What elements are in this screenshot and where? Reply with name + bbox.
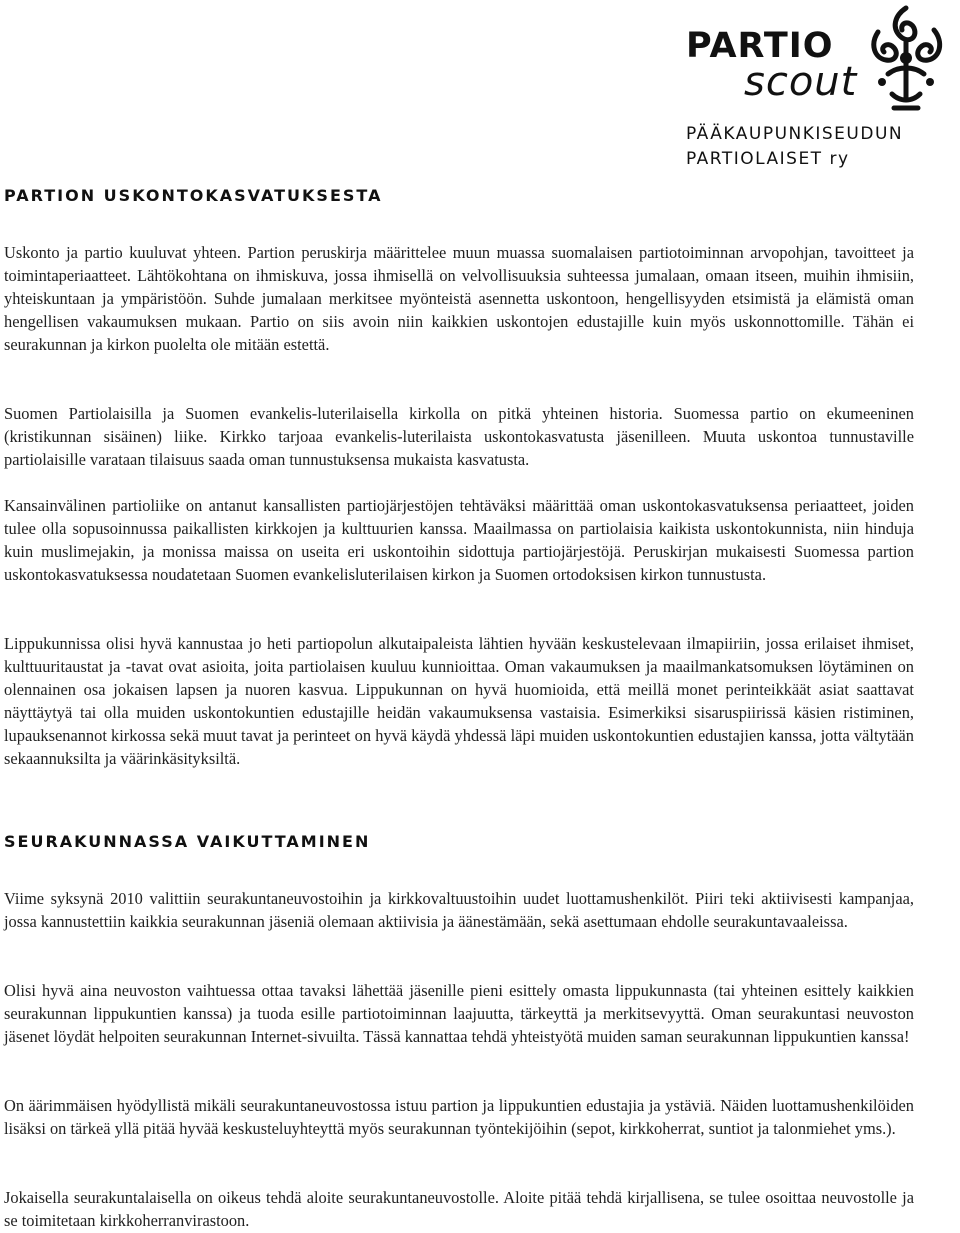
- logo-org-line2: PARTIOLAISET ry: [686, 149, 850, 169]
- paragraph: Olisi hyvä aina neuvoston vaihtuessa ottaa tavaksi lähettää jäsenille pieni esittely omasta lippukunnasta (tai yhteinen esittely kaikkien seurakunnan lippukuntien kanssa) ja tuoda esille partiotoiminnan laajuutta, tärkeyttä ja merkitsevyyttä. Oman seurakuntasi neuvoston jäsenet löydät helpoiten seurakunnan Internet-sivuilta. Tässä kannattaa tehdä yhteistyötä muiden saman seurakunnan lippukuntien kanssa!: [4, 981, 914, 1046]
- paragraph: Jokaisella seurakuntalaisella on oikeus tehdä aloite seurakuntaneuvostolle. Aloite pitää tehdä kirjallisena, se tulee osoittaa neuvostolle ja se toimitetaan kirkkoherranvirastoon.: [4, 1188, 914, 1230]
- section-heading-seurakunnassa: SEURAKUNNASSA VAIKUTTAMINEN: [4, 832, 371, 851]
- paragraph: Lippukunnissa olisi hyvä kannustaa jo heti partiopolun alkutaipaleista lähtien hyvään keskustelevaan ilmapiiriin, jossa erilaiset ihmiset, kulttuuritaustat ja -tavat ovat asioita, joita partiolaisen kuuluu kunnioittaa. Oman vakaumuksen ja maailmankatsomuksen löytäminen on olennainen osa jokaisen lapsen ja nuoren kasvua. Lippukunnan on hyvä huomioida, että meillä monet perinteikkäät asiat saattavat näyttäytyä tai olla muiden uskontokuntien edustajille heidän vakaumuksensa vastaisia. Esimerkiksi sisaruspiirissä käsien ristiminen, lupauksenannot kirkossa sekä muut tavat ja perinteet on hyvä käydä yhdessä läpi muiden uskontokuntien edustajien kanssa, jotta vältytään sekaannuksilta ja väärinkäsityksiltä.: [4, 634, 914, 768]
- paragraph: On äärimmäisen hyödyllistä mikäli seurakuntaneuvostossa istuu partion ja lippukuntien edustajia ja ystäviä. Näiden luottamushenkilöiden lisäksi on tärkeä yllä pitää hyvää keskusteluyhteyttä myös seurakunnan työntekijöihin (sepot, kirkkoherrat, suntiot ja talonmiehet yms.).: [4, 1096, 914, 1138]
- paragraph: Uskonto ja partio kuuluvat yhteen. Partion peruskirja määrittelee muun muassa suomalaisen partiotoiminnan arvopohjan, tavoitteet ja toimintaperiaatteet. Lähtökohtana on ihmiskuva, jossa ihmisellä on velvollisuuksia suhteessa jumalaan, omaan itseen, muihin ihmisiin, yhteiskuntaan ja ympäristöön. Suhde jumalaan merkitsee myönteistä asennetta uskontoon, hengellisyyden etsimistä ja elämistä oman hengellisen vakaumuksen mukaan. Partio on siis avoin niin kaikkien uskontojen edustajille kuin myös uskonnottomille. Tähän ei seurakunnan ja kirkon puolelta ole mitään estettä.: [4, 243, 914, 354]
- paragraph: Kansainvälinen partioliike on antanut kansallisten partiojärjestöjen tehtäväksi määrittää oman uskontokasvatuksensa periaatteet, joiden tulee olla sopusoinnussa paikallisten kirkkojen ja kulttuurien kanssa. Maailmassa on partiolaisia kaikista uskontokunnista, niin hinduja kuin muslimejakin, ja monissa maissa on useita eri uskontoihin sidottuja partiojärjestöjä. Peruskirjan mukaisesti Suomessa partion uskontokasvatuksessa noudatetaan Suomen evankelisluterilaisen kirkon ja Suomen ortodoksisen kirkon tunnustusta.: [4, 496, 914, 584]
- logo-org-line1: PÄÄKAUPUNKISEUDUN: [686, 124, 904, 144]
- scout-emblem-icon: [864, 2, 948, 114]
- paragraph: Viime syksynä 2010 valittiin seurakuntaneuvostoihin ja kirkkovaltuustoihin uudet luottamushenkilöt. Piiri teki aktiivisesti kampanjaa, jossa kannustettiin kaikkia seurakunnan jäseniä olemaan aktiivisia ja äänestämään, sekä asettumaan ehdolle seurakuntavaaleissa.: [4, 889, 914, 931]
- partio-scout-logo: [684, 2, 960, 172]
- logo-script: scout: [744, 59, 858, 105]
- section-heading-uskontokasvatus: PARTION USKONTOKASVATUKSESTA: [4, 186, 383, 205]
- logo-brand: PARTIO: [686, 26, 834, 66]
- paragraph: Suomen Partiolaisilla ja Suomen evankelis-luterilaisella kirkolla on pitkä yhteinen historia. Suomessa partio on ekumeeninen (kristikunnan sisäinen) liike. Kirkko tarjoaa evankelis-luterilaista uskontokasvatusta jäsenilleen. Muuta uskontoa tunnustaville partiolaisille varataan tilaisuus saada oman tunnustuksensa mukaista kasvatusta.: [4, 404, 914, 469]
